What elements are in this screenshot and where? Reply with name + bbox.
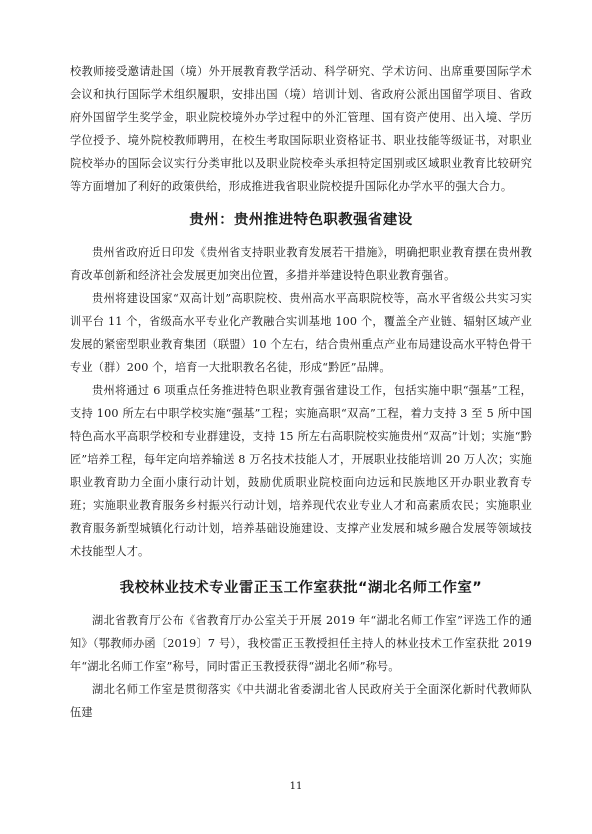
section-heading-guizhou: 贵州：贵州推进特色职教强省建设 xyxy=(189,212,413,228)
page-content xyxy=(70,60,532,724)
guizhou-paragraph-3: 贵州将通过 6 项重点任务推进特色职业教育强省建设工作，包括实施中职“强基”工程，支持 100 所左右中职学校实施“强基”工程；实施高职“双高”工程，着力支持 3 至 5 所中国特色高水平高职学校和专业群建设，支持 15 所左右高职院校实施贵州“双高”计划；实施“黔匠”培养工程，每年定向培养输送 8 万名技术技能人才，开展职业技能培训 20 万人次；实施职业教育助力全面小康行动计划，鼓励优质职业院校面向边远和民族地区开办职业教育专班；实施职业教育服务乡村振兴行动计划，培养现代农业专业人才和高素质农民；实施职业教育服务新型城镇化行动计划，培养基础设施建设、支撑产业发展和城乡融合发展等领域技术技能型人才。 xyxy=(70,384,532,558)
section-heading-studio: 我校林业技术专业雷正玉工作室获批“湖北名师工作室” xyxy=(119,580,483,596)
page-number: 11 xyxy=(289,781,303,792)
studio-paragraph-2: 湖北名师工作室是贯彻落实《中共湖北省委湖北省人民政府关于全面深化新时代教师队伍建 xyxy=(70,683,532,719)
guizhou-paragraph-2: 贵州将建设国家“双高计划”高职院校、贵州高水平高职院校等，高水平省级公共实习实训平台 11 个，省级高水平专业化产教融合实训基地 100 个，覆盖全产业链、辐射区域产业发展的紧密型职业教育集团（联盟）10 个左右，结合贵州重点产业布局建设高水平特色骨干专业（群）200 个，培育一大批职教名名徒，形成“黔匠”品牌。 xyxy=(70,292,532,374)
guizhou-paragraph-1: 贵州省政府近日印发《贵州省支持职业教育发展若干措施》，明确把职业教育摆在贵州教育改革创新和经济社会发展更加突出位置，多措并举建设特色职业教育强省。 xyxy=(70,246,532,282)
studio-paragraph-1: 湖北省教育厅公布《省教育厅办公室关于开展 2019 年“湖北名师工作室”评选工作的通知》（鄂教师办函〔2019〕7 号），我校雷正玉教授担任主持人的林业技术工作室获批 2019 年“湖北名师工作室”称号，同时雷正玉教授获得“湖北名师”称号。 xyxy=(70,614,532,673)
intro-paragraph: 校教师接受邀请赴国（境）外开展教育教学活动、科学研究、学术访问、出席重要国际学术会议和执行国际学术组织履职，安排出国（境）培训计划、省政府公派出国留学项目、省政府外国留学生奖学金，职业院校境外办学过程中的外汇管理、国有资产使用、出入境、学历学位授予、境外院校教师聘用，在校生考取国际职业资格证书、职业技能等级证书，对职业院校举办的国际会议实行分类审批以及职业院校牵头承担特定国别或区域职业教育比较研究等方面增加了利好的政策供给，形成推进我省职业院校提升国际化办学水平的强大合力。 xyxy=(70,65,532,193)
